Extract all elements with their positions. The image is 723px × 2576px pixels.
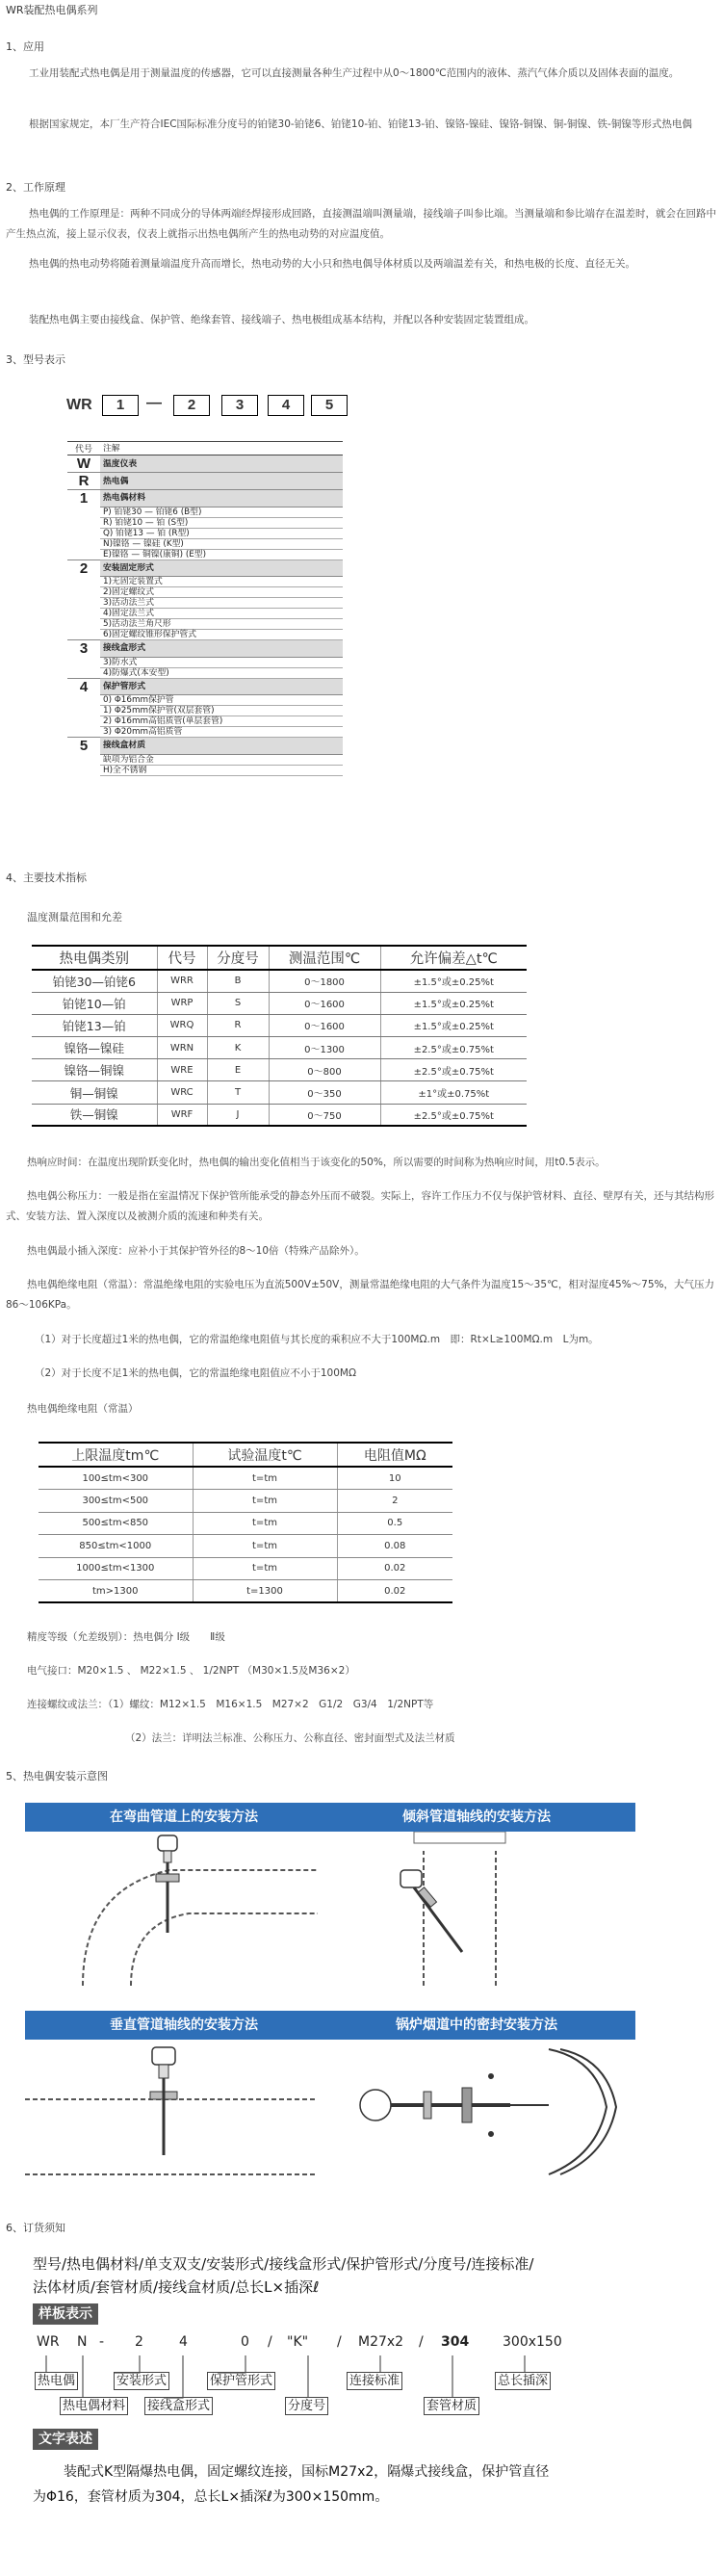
order-label-tube: 保护管形式 xyxy=(207,2372,275,2390)
model-code-key xyxy=(67,517,100,528)
model-code-key xyxy=(67,716,100,727)
spec-cell-tolerance: ±2.5°或±0.75%t xyxy=(380,1059,527,1081)
text-tag: 文字表述 xyxy=(33,2429,98,2450)
spec-cell-type: 镍铬—铜镍 xyxy=(32,1059,157,1081)
model-code-key xyxy=(67,619,100,630)
spec-cell-tolerance: ±1.5°或±0.25%t xyxy=(380,970,527,992)
spec-head-type: 热电偶类别 xyxy=(32,946,157,970)
model-code-note: 6)固定螺纹锥形保护管式 xyxy=(100,630,343,640)
principle-para-1: 热电偶的工作原理是：两种不同成分的导体两端经焊接形成回路，直接测温端叫测量端，接线端子叫参比端。当测量端和参比端存在温差时，就会在回路中产生热点流，接上显示仪表，仪表上就指示出热电偶所产生的热电动势的对应温度值。 xyxy=(6,208,716,240)
ins-cell-test: t=tm xyxy=(193,1512,337,1535)
spec-cell-code: WRP xyxy=(157,992,207,1014)
model-code-note: 3)活动法兰式 xyxy=(100,598,343,609)
spec-cell-type: 铁—铜镍 xyxy=(32,1104,157,1126)
model-option-row xyxy=(67,538,343,549)
spec-cell-grade: T xyxy=(207,1081,269,1104)
inclined-pipe-illustration xyxy=(318,1832,635,1986)
model-code-note: H)全不锈钢 xyxy=(100,765,343,775)
model-code-note: P) 铂铑30 — 铂铑6 (B型) xyxy=(100,507,343,517)
ins-cell-test: t=tm xyxy=(193,1467,337,1490)
model-code-key xyxy=(67,706,100,716)
diagram-title: 在弯曲管道上的安装方法 xyxy=(25,1803,343,1832)
order-label-grade: 分度号 xyxy=(285,2397,328,2415)
spec-cell-grade: J xyxy=(207,1104,269,1126)
model-code-note: 安装固定形式 xyxy=(100,559,343,577)
model-code-key: 4 xyxy=(67,678,100,695)
ins-cell-resistance: 0.08 xyxy=(337,1535,452,1558)
model-option-row xyxy=(67,754,343,765)
section-principle: 2、工作原理 xyxy=(6,181,65,194)
model-group-row xyxy=(67,559,343,577)
model-code-key xyxy=(67,695,100,706)
model-code-key: 3 xyxy=(67,640,100,658)
order-label-box: 接线盒形式 xyxy=(144,2397,213,2415)
model-option-row xyxy=(67,598,343,609)
order-code-slash: / xyxy=(419,2334,424,2350)
model-option-row xyxy=(67,630,343,640)
section-ordering: 6、订货须知 xyxy=(6,2222,65,2234)
spec-row xyxy=(32,970,527,992)
order-code-thread: M27x2 xyxy=(358,2334,404,2350)
spec-cell-range: 0～1600 xyxy=(269,1014,380,1036)
spec-cell-grade: S xyxy=(207,992,269,1014)
model-code-note: E)镍铬 — 铜镍(康铜) (E型) xyxy=(100,549,343,559)
grade-line: 精度等级（允差级别）：热电偶分 Ⅰ级 Ⅱ级 xyxy=(27,1631,225,1643)
spec-row xyxy=(32,1014,527,1036)
model-code-note: 保护管形式 xyxy=(100,678,343,695)
diagram-boiler-flue xyxy=(318,2011,635,2194)
spec-row xyxy=(32,992,527,1014)
model-code-note: 接线盒材质 xyxy=(100,738,343,755)
model-option-row xyxy=(67,657,343,667)
note-insulation-1: （1）对于长度超过1米的热电偶，它的常温绝缘电阻值与其长度的乘积应不大于100MΩ.m 即：Rt×L≥100MΩ.m L为m。 xyxy=(35,1334,599,1345)
model-code-note: N)镍铬 — 镍硅 (K型) xyxy=(100,538,343,549)
model-code-key xyxy=(67,598,100,609)
ins-head-upper: 上限温度tm℃ xyxy=(39,1443,193,1467)
curved-pipe-illustration xyxy=(25,1832,343,1986)
order-label-sleeve: 套管材质 xyxy=(424,2397,479,2415)
order-label-install: 安装形式 xyxy=(114,2372,169,2390)
diagram-vertical-pipe xyxy=(25,2011,343,2194)
model-code-note: 温度仪表 xyxy=(100,455,343,473)
ins-head-resistance: 电阻值MΩ xyxy=(337,1443,452,1467)
connection-flange: （2）法兰：详明法兰标准、公称压力、公称直径、密封面型式及法兰材质 xyxy=(125,1732,455,1744)
ins-cell-upper: 500≤tm<850 xyxy=(39,1512,193,1535)
spec-cell-code: WRN xyxy=(157,1037,207,1059)
principle-para-3: 装配热电偶主要由接线盒、保护管、绝缘套管、接线端子、热电极组成基本结构，并配以各种安装固定装置组成。 xyxy=(29,314,534,325)
section-model: 3、型号表示 xyxy=(6,353,65,366)
model-code-key: 2 xyxy=(67,559,100,577)
spec-cell-tolerance: ±2.5°或±0.75%t xyxy=(380,1104,527,1126)
model-code-key: 1 xyxy=(67,490,100,507)
spec-cell-tolerance: ±2.5°或±0.75%t xyxy=(380,1037,527,1059)
ins-cell-test: t=tm xyxy=(193,1490,337,1513)
order-desc-line1: 装配式K型隔爆热电偶，固定螺纹连接，国标M27x2，隔爆式接线盒，保护管直径 xyxy=(64,2464,550,2480)
ins-cell-resistance: 0.02 xyxy=(337,1557,452,1580)
model-code-key xyxy=(67,765,100,775)
model-code-note: 2) Φ16mm高铝质管(单层套管) xyxy=(100,716,343,727)
note-insulation: 热电偶绝缘电阻（常温）：常温绝缘电阻的实验电压为直流500V±50V，测量常温绝缘电阻的大气条件为温度15～35℃，相对湿度45%～75%，大气压力86～106KPa。 xyxy=(6,1279,715,1311)
note-pressure: 热电偶公称压力：一般是指在室温情况下保护管所能承受的静态外压而不破裂。实际上，容许工作压力不仅与保护管材料、直径、壁厚有关，还与其结构形式、安装方法、置入深度以及被测介质的流速和种类有关。 xyxy=(6,1190,714,1222)
insulation-row xyxy=(39,1467,452,1490)
model-group-row xyxy=(67,473,343,490)
diagram-inclined-pipe xyxy=(318,1803,635,1986)
model-option-row xyxy=(67,528,343,538)
model-option-row xyxy=(67,577,343,587)
model-code-note: 4)固定法兰式 xyxy=(100,609,343,619)
spec-head-code: 代号 xyxy=(157,946,207,970)
order-label-material: 热电偶材料 xyxy=(60,2397,128,2415)
spec-row xyxy=(32,1037,527,1059)
order-code-tube: 0 xyxy=(241,2334,249,2350)
order-code-wr: WR xyxy=(37,2334,60,2350)
spec-cell-tolerance: ±1.5°或±0.25%t xyxy=(380,1014,527,1036)
model-code-note: 3)防水式 xyxy=(100,657,343,667)
spec-head-tolerance: 允许偏差△t℃ xyxy=(380,946,527,970)
spec-cell-grade: R xyxy=(207,1014,269,1036)
order-code-dash: - xyxy=(99,2334,105,2350)
spec-row xyxy=(32,1081,527,1104)
spec-cell-type: 铜—铜镍 xyxy=(32,1081,157,1104)
note-insulation-2: （2）对于长度不足1米的热电偶，它的常温绝缘电阻值应不小于100MΩ xyxy=(35,1367,356,1379)
insulation-caption: 热电偶绝缘电阻（常温） xyxy=(27,1403,139,1415)
spec-cell-code: WRQ xyxy=(157,1014,207,1036)
note-response-time: 热响应时间：在温度出现阶跃变化时，热电偶的输出变化值相当于该变化的50%，所以需要的时间称为热响应时间，用t0.5表示。 xyxy=(27,1157,606,1168)
model-code-note: 2)固定螺纹式 xyxy=(100,587,343,598)
model-code-key xyxy=(67,657,100,667)
order-desc-line2: 为Φ16，套管材质为304，总长L×插深ℓ为300×150mm。 xyxy=(33,2489,389,2505)
spec-cell-range: 0～350 xyxy=(269,1081,380,1104)
order-label-standard: 连接标准 xyxy=(347,2372,402,2390)
model-prefix: WR xyxy=(66,397,92,413)
ins-cell-upper: 1000≤tm<1300 xyxy=(39,1557,193,1580)
model-code-key xyxy=(67,587,100,598)
connection-thread: 连接螺纹或法兰：（1）螺纹：M12×1.5 M16×1.5 M27×2 G1/2 G3/4 1/2NPT等 xyxy=(27,1699,434,1710)
model-box-3: 3 xyxy=(221,395,258,416)
model-option-row xyxy=(67,765,343,775)
spec-cell-grade: K xyxy=(207,1037,269,1059)
spec-cell-type: 铂铑10—铂 xyxy=(32,992,157,1014)
spec-cell-code: WRE xyxy=(157,1059,207,1081)
diagram-title: 垂直管道轴线的安装方法 xyxy=(25,2011,343,2040)
doc-title: WR装配热电偶系列 xyxy=(6,4,98,16)
spec-cell-range: 0～800 xyxy=(269,1059,380,1081)
spec-cell-type: 镍铬—镍硅 xyxy=(32,1037,157,1059)
order-format-line2: 法体材质/套管材质/接线盒材质/总长L×插深ℓ xyxy=(33,2278,320,2296)
model-code-note: 接线盒形式 xyxy=(100,640,343,658)
order-code-grade: "K" xyxy=(287,2334,309,2350)
ins-cell-test: t=1300 xyxy=(193,1580,337,1603)
order-code-install: 2 xyxy=(135,2334,143,2350)
spec-row xyxy=(32,1059,527,1081)
spec-cell-range: 0～1800 xyxy=(269,970,380,992)
ins-cell-resistance: 10 xyxy=(337,1467,452,1490)
insulation-row xyxy=(39,1580,452,1603)
order-label-length: 总长插深 xyxy=(495,2372,551,2390)
model-code-key xyxy=(67,507,100,517)
model-code-key xyxy=(67,667,100,678)
order-code-length: 300x150 xyxy=(503,2334,562,2350)
model-box-1: 1 xyxy=(102,395,139,416)
spec-table xyxy=(32,945,527,1127)
model-code-key xyxy=(67,630,100,640)
model-code-note: 5)活动法兰角尺形 xyxy=(100,619,343,630)
diagram-title: 倾斜管道轴线的安装方法 xyxy=(318,1803,635,1832)
spec-cell-tolerance: ±1°或±0.75%t xyxy=(380,1081,527,1104)
spec-cell-type: 铂铑30—铂铑6 xyxy=(32,970,157,992)
model-code-note: 1) Φ25mm保护管(双层套管) xyxy=(100,706,343,716)
spec-head-grade: 分度号 xyxy=(207,946,269,970)
spec-cell-grade: B xyxy=(207,970,269,992)
model-code-key xyxy=(67,754,100,765)
model-option-row xyxy=(67,716,343,727)
model-option-row xyxy=(67,549,343,559)
spec-caption: 温度测量范围和允差 xyxy=(27,911,122,924)
ins-cell-test: t=tm xyxy=(193,1535,337,1558)
model-box-4: 4 xyxy=(268,395,304,416)
ins-cell-upper: tm>1300 xyxy=(39,1580,193,1603)
spec-cell-type: 铂铑13—铂 xyxy=(32,1014,157,1036)
spec-cell-range: 0～1600 xyxy=(269,992,380,1014)
ins-cell-upper: 850≤tm<1000 xyxy=(39,1535,193,1558)
model-code-note: 1)无固定装置式 xyxy=(100,577,343,587)
model-group-row xyxy=(67,490,343,507)
spec-cell-range: 0～750 xyxy=(269,1104,380,1126)
insulation-row xyxy=(39,1490,452,1513)
section-diagrams: 5、热电偶安装示意图 xyxy=(6,1770,108,1782)
model-code-note: 热电偶 xyxy=(100,473,343,490)
model-group-row xyxy=(67,640,343,658)
order-format-line1: 型号/热电偶材料/单支双支/安装形式/接线盒形式/保护管形式/分度号/连接标准/ xyxy=(33,2255,534,2273)
electrical-interface: 电气接口：M20×1.5 、 M22×1.5 、 1/2NPT （M30×1.5及M36×2） xyxy=(27,1665,355,1677)
spec-cell-code: WRC xyxy=(157,1081,207,1104)
vertical-pipe-illustration xyxy=(25,2040,343,2194)
model-code-key xyxy=(67,528,100,538)
model-option-row xyxy=(67,667,343,678)
spec-cell-grade: E xyxy=(207,1059,269,1081)
insulation-table xyxy=(39,1442,452,1603)
diagram-curved-pipe xyxy=(25,1803,343,1986)
spec-cell-tolerance: ±1.5°或±0.25%t xyxy=(380,992,527,1014)
section-application: 1、应用 xyxy=(6,40,44,53)
model-code-note: Q) 铂铑13 — 铂 (R型) xyxy=(100,528,343,538)
model-code-key xyxy=(67,549,100,559)
application-para-1: 工业用装配式热电偶是用于测量温度的传感器，它可以直接测量各种生产过程中从0～1800℃范围内的液体、蒸汽气体介质以及固体表面的温度。 xyxy=(29,67,680,79)
spec-head-range: 测温范围℃ xyxy=(269,946,380,970)
ins-cell-test: t=tm xyxy=(193,1557,337,1580)
section-specs: 4、主要技术指标 xyxy=(6,872,87,884)
order-code-material-304: 304 xyxy=(441,2334,470,2350)
spec-row xyxy=(32,1104,527,1126)
model-code-table xyxy=(67,441,343,776)
model-option-row xyxy=(67,727,343,738)
model-group-row xyxy=(67,678,343,695)
model-code-key xyxy=(67,577,100,587)
model-option-row xyxy=(67,695,343,706)
model-code-note: 缺项为铝合金 xyxy=(100,754,343,765)
model-code-key xyxy=(67,609,100,619)
model-option-row xyxy=(67,706,343,716)
model-code-key: 5 xyxy=(67,738,100,755)
model-code-note: 3) Φ20mm高铝质管 xyxy=(100,727,343,738)
model-table-header xyxy=(67,442,343,455)
order-code-slash: / xyxy=(268,2334,272,2350)
order-code-slash: / xyxy=(337,2334,342,2350)
principle-para-2: 热电偶的热电动势将随着测量端温度升高而增长，热电动势的大小只和热电偶导体材质以及两端温差有关，和热电极的长度、直径无关。 xyxy=(29,258,635,270)
boiler-flue-illustration xyxy=(318,2040,635,2194)
insulation-row xyxy=(39,1557,452,1580)
model-code-key xyxy=(67,538,100,549)
sample-tag: 样板表示 xyxy=(33,2303,98,2325)
ins-head-test: 试验温度t℃ xyxy=(193,1443,337,1467)
order-code-material: N xyxy=(77,2334,88,2350)
model-code-note: R) 铂铑10 — 铂 (S型) xyxy=(100,517,343,528)
model-head-code: 代号 xyxy=(67,442,100,455)
ins-cell-resistance: 0.5 xyxy=(337,1512,452,1535)
spec-cell-code: WRF xyxy=(157,1104,207,1126)
model-option-row xyxy=(67,517,343,528)
insulation-row xyxy=(39,1535,452,1558)
model-dash: — xyxy=(146,395,162,411)
model-option-row xyxy=(67,507,343,517)
model-code-note: 热电偶材料 xyxy=(100,490,343,507)
model-option-row xyxy=(67,619,343,630)
ins-cell-resistance: 0.02 xyxy=(337,1580,452,1603)
ins-cell-resistance: 2 xyxy=(337,1490,452,1513)
model-code-note: 0) Φ16mm保护管 xyxy=(100,695,343,706)
model-code-note: 4)防爆式(本安型) xyxy=(100,667,343,678)
spec-cell-code: WRR xyxy=(157,970,207,992)
model-code-key: R xyxy=(67,473,100,490)
model-box-2: 2 xyxy=(173,395,210,416)
spec-cell-range: 0～1300 xyxy=(269,1037,380,1059)
note-depth: 热电偶最小插入深度：应补小于其保护管外径的8～10倍（特殊产品除外）。 xyxy=(27,1245,365,1257)
diagram-title: 锅炉烟道中的密封安装方法 xyxy=(318,2011,635,2040)
order-code-box: 4 xyxy=(179,2334,188,2350)
order-label-tc: 热电偶 xyxy=(35,2372,78,2390)
model-group-row xyxy=(67,455,343,473)
model-group-row xyxy=(67,738,343,755)
model-code-key: W xyxy=(67,455,100,473)
application-para-2: 根据国家规定，本厂生产符合IEC国际标准分度号的铂铑30-铂铑6、铂铑10-铂、铂铑13-铂、镍铬-镍硅、镍铬-铜镍、铜-铜镍、铁-铜镍等形式热电偶 xyxy=(29,118,692,130)
model-option-row xyxy=(67,609,343,619)
model-head-note: 注解 xyxy=(100,442,343,455)
ins-cell-upper: 100≤tm<300 xyxy=(39,1467,193,1490)
model-option-row xyxy=(67,587,343,598)
model-box-5: 5 xyxy=(311,395,348,416)
model-code-key xyxy=(67,727,100,738)
ins-cell-upper: 300≤tm<500 xyxy=(39,1490,193,1513)
insulation-row xyxy=(39,1512,452,1535)
